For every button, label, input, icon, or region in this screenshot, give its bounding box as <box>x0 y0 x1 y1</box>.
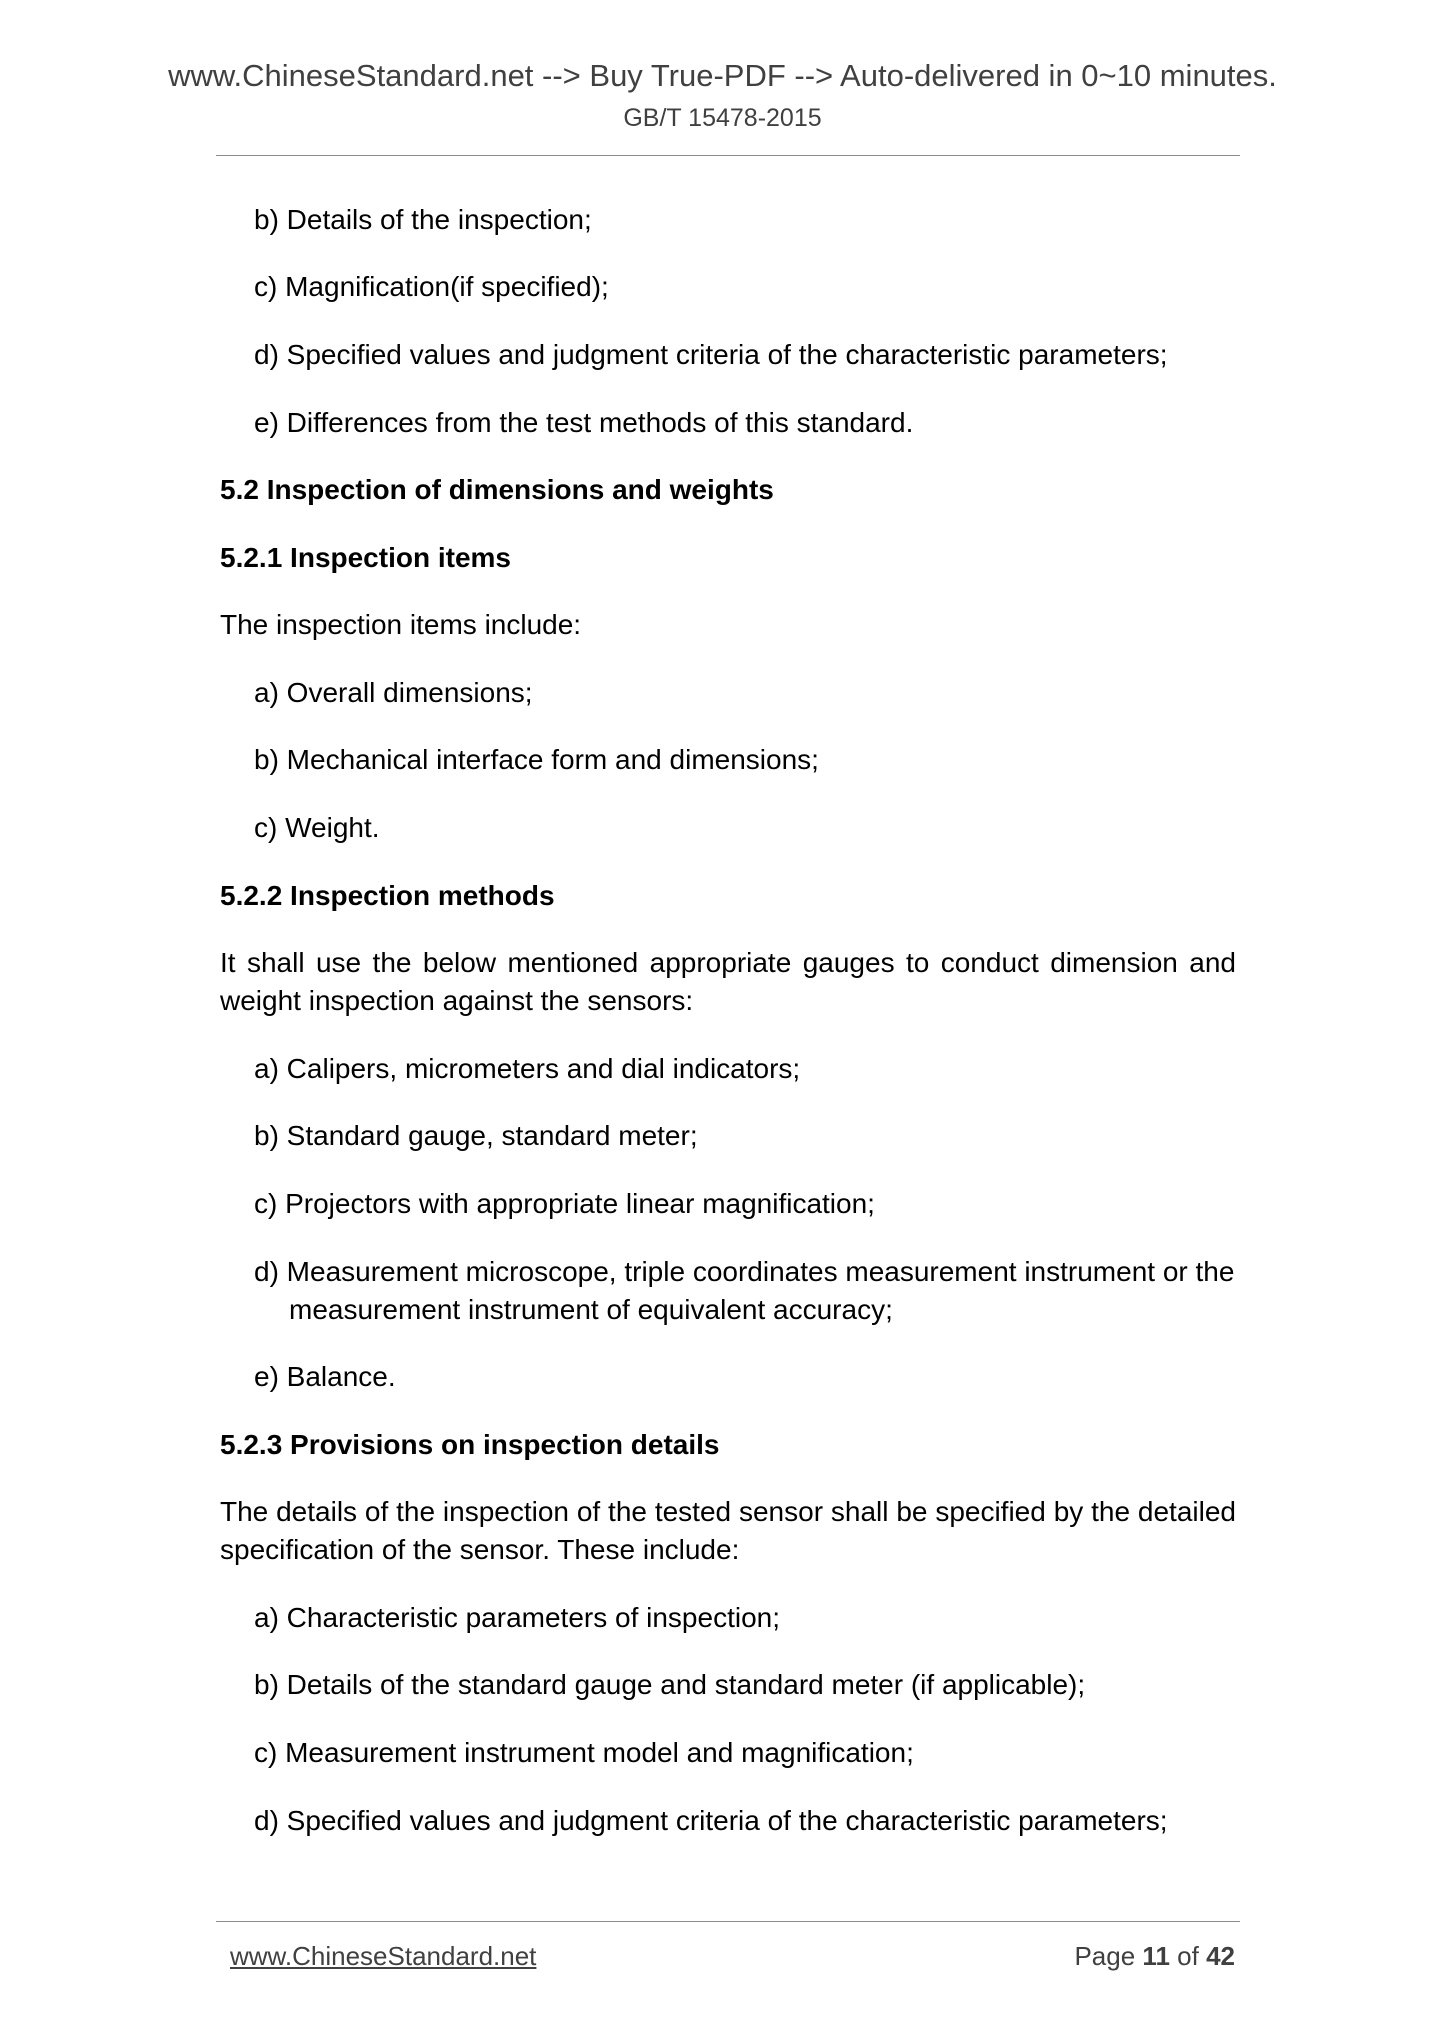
list-item: b) Standard gauge, standard meter; <box>254 1120 698 1151</box>
section-heading-5-2-3: 5.2.3 Provisions on inspection details <box>220 1429 720 1460</box>
page-number: 11 <box>1142 1941 1170 1971</box>
section-heading-5-2-1: 5.2.1 Inspection items <box>220 542 511 573</box>
section-heading-5-2-2: 5.2.2 Inspection methods <box>220 880 555 911</box>
body-paragraph: It shall use the below mentioned appropriate gauges to conduct dimension and weight inspection against the sensors: <box>220 947 1236 1016</box>
list-item: c) Measurement instrument model and magnification; <box>254 1737 914 1768</box>
list-item: e) Differences from the test methods of this standard. <box>254 407 914 438</box>
body-paragraph: The details of the inspection of the tested sensor shall be specified by the detailed specification of the sensor. These include: <box>220 1496 1236 1565</box>
list-item: e) Balance. <box>254 1361 396 1392</box>
list-item: a) Calipers, micrometers and dial indicators; <box>254 1053 801 1084</box>
list-item: b) Mechanical interface form and dimensions; <box>254 744 819 775</box>
page-of: of <box>1177 1941 1199 1971</box>
section-heading-5-2: 5.2 Inspection of dimensions and weights <box>220 474 774 505</box>
list-item: a) Overall dimensions; <box>254 677 533 708</box>
body-paragraph: The inspection items include: <box>220 609 582 640</box>
list-item: c) Weight. <box>254 812 380 843</box>
list-item: d) Specified values and judgment criteria of the characteristic parameters; <box>254 339 1168 370</box>
list-item: c) Magnification(if specified); <box>254 271 609 302</box>
header-banner[interactable]: www.ChineseStandard.net --> Buy True-PDF --> Auto-delivered in 0~10 minutes. <box>168 58 1277 93</box>
list-item: a) Characteristic parameters of inspection; <box>254 1602 780 1633</box>
list-item: d) Measurement microscope, triple coordinates measurement instrument or the measurement instrument of equivalent accuracy; <box>254 1256 1235 1325</box>
list-item: c) Projectors with appropriate linear magnification; <box>254 1188 875 1219</box>
list-item: b) Details of the inspection; <box>254 204 592 235</box>
page-indicator <box>1074 1939 1235 1973</box>
list-item: b) Details of the standard gauge and standard meter (if applicable); <box>254 1669 1086 1700</box>
page-total: 42 <box>1206 1941 1235 1971</box>
list-item: d) Specified values and judgment criteria of the characteristic parameters; <box>254 1805 1168 1836</box>
footer-divider <box>216 1921 1240 1922</box>
page-prefix: Page <box>1074 1941 1136 1971</box>
footer-website-link[interactable]: www.ChineseStandard.net <box>230 1941 537 1971</box>
document-code: GB/T 15478-2015 <box>623 104 822 132</box>
